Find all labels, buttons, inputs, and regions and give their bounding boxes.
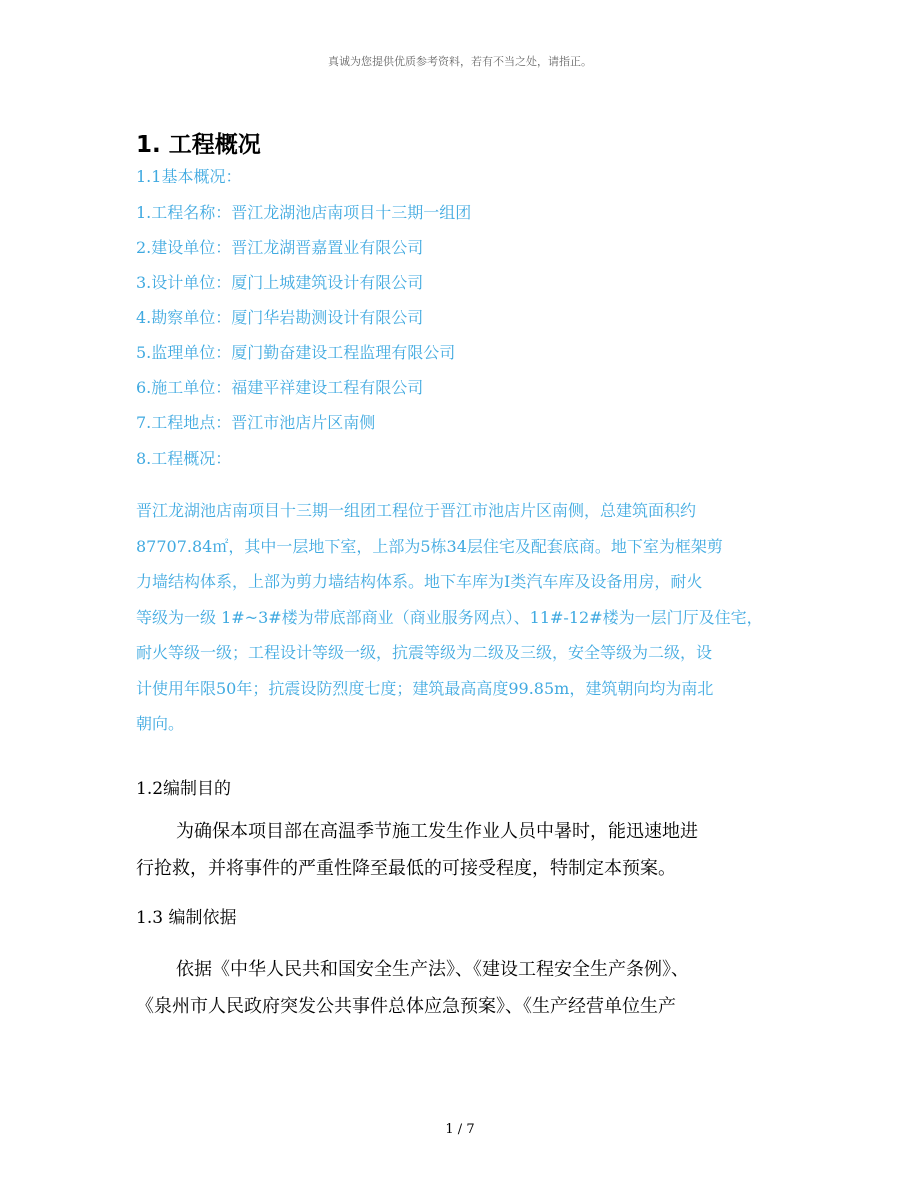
overview-line: 晋江龙湖池店南项目十三期一组团工程位于晋江市池店片区南侧，总建筑面积约 — [136, 501, 697, 520]
info-item-overview: 8.工程概况： — [136, 449, 232, 468]
purpose-paragraph — [136, 813, 786, 887]
header-note: 真诚为您提供优质参考资料，若有不当之处，请指正。 — [328, 55, 592, 68]
basis-line: 依据《中华人民共和国安全生产法》、《建设工程安全生产条例》、 — [176, 959, 689, 980]
overview-paragraph — [136, 493, 786, 742]
info-item-contractor: 6.施工单位：福建平祥建设工程有限公司 — [136, 378, 424, 397]
basic-heading: 1.1基本概况： — [136, 167, 242, 186]
purpose-heading: 1.2编制目的 — [136, 779, 232, 799]
purpose-line: 为确保本项目部在高温季节施工发生作业人员中暑时，能迅速地进 — [176, 821, 698, 842]
overview-line: 等级为一级 1#~3#楼为带底部商业（商业服务网点）、11#-12#楼为一层门厅及住宅， — [136, 607, 763, 627]
overview-line: 力墙结构体系，上部为剪力墙结构体系。地下车库为Ⅰ类汽车库及设备用房，耐火 — [136, 572, 703, 591]
basis-line: 《泉州市人民政府突发公共事件总体应急预案》、《生产经营单位生产 — [136, 996, 676, 1017]
section-title: 1. 工程概况 — [136, 132, 261, 158]
basis-heading: 1.3 编制依据 — [136, 908, 237, 928]
page-number: 1 / 7 — [445, 1122, 475, 1137]
overview-line: 朝向。 — [136, 714, 185, 733]
info-item-supervisor: 5.监理单位：厦门勤奋建设工程监理有限公司 — [136, 343, 456, 362]
overview-line: 87707.84㎡，其中一层地下室，上部为5栋34层住宅及配套底商。地下室为框架剪 — [136, 536, 723, 556]
info-item-surveyor: 4.勘察单位：厦门华岩勘测设计有限公司 — [136, 308, 424, 327]
info-item-project-name: 1.工程名称：晋江龙湖池店南项目十三期一组团 — [136, 203, 472, 222]
basis-paragraph — [136, 951, 786, 1025]
info-item-developer: 2.建设单位：晋江龙湖晋嘉置业有限公司 — [136, 238, 424, 257]
info-item-location: 7.工程地点：晋江市池店片区南侧 — [136, 413, 376, 432]
overview-line: 耐火等级一级；工程设计等级一级，抗震等级为二级及三级，安全等级为二级，设 — [136, 643, 713, 662]
overview-line: 计使用年限50年；抗震设防烈度七度；建筑最高高度99.85m，建筑朝向均为南北 — [136, 678, 714, 698]
info-item-designer: 3.设计单位：厦门上城建筑设计有限公司 — [136, 273, 424, 292]
purpose-line: 行抢救，并将事件的严重性降至最低的可接受程度，特制定本预案。 — [136, 858, 676, 879]
